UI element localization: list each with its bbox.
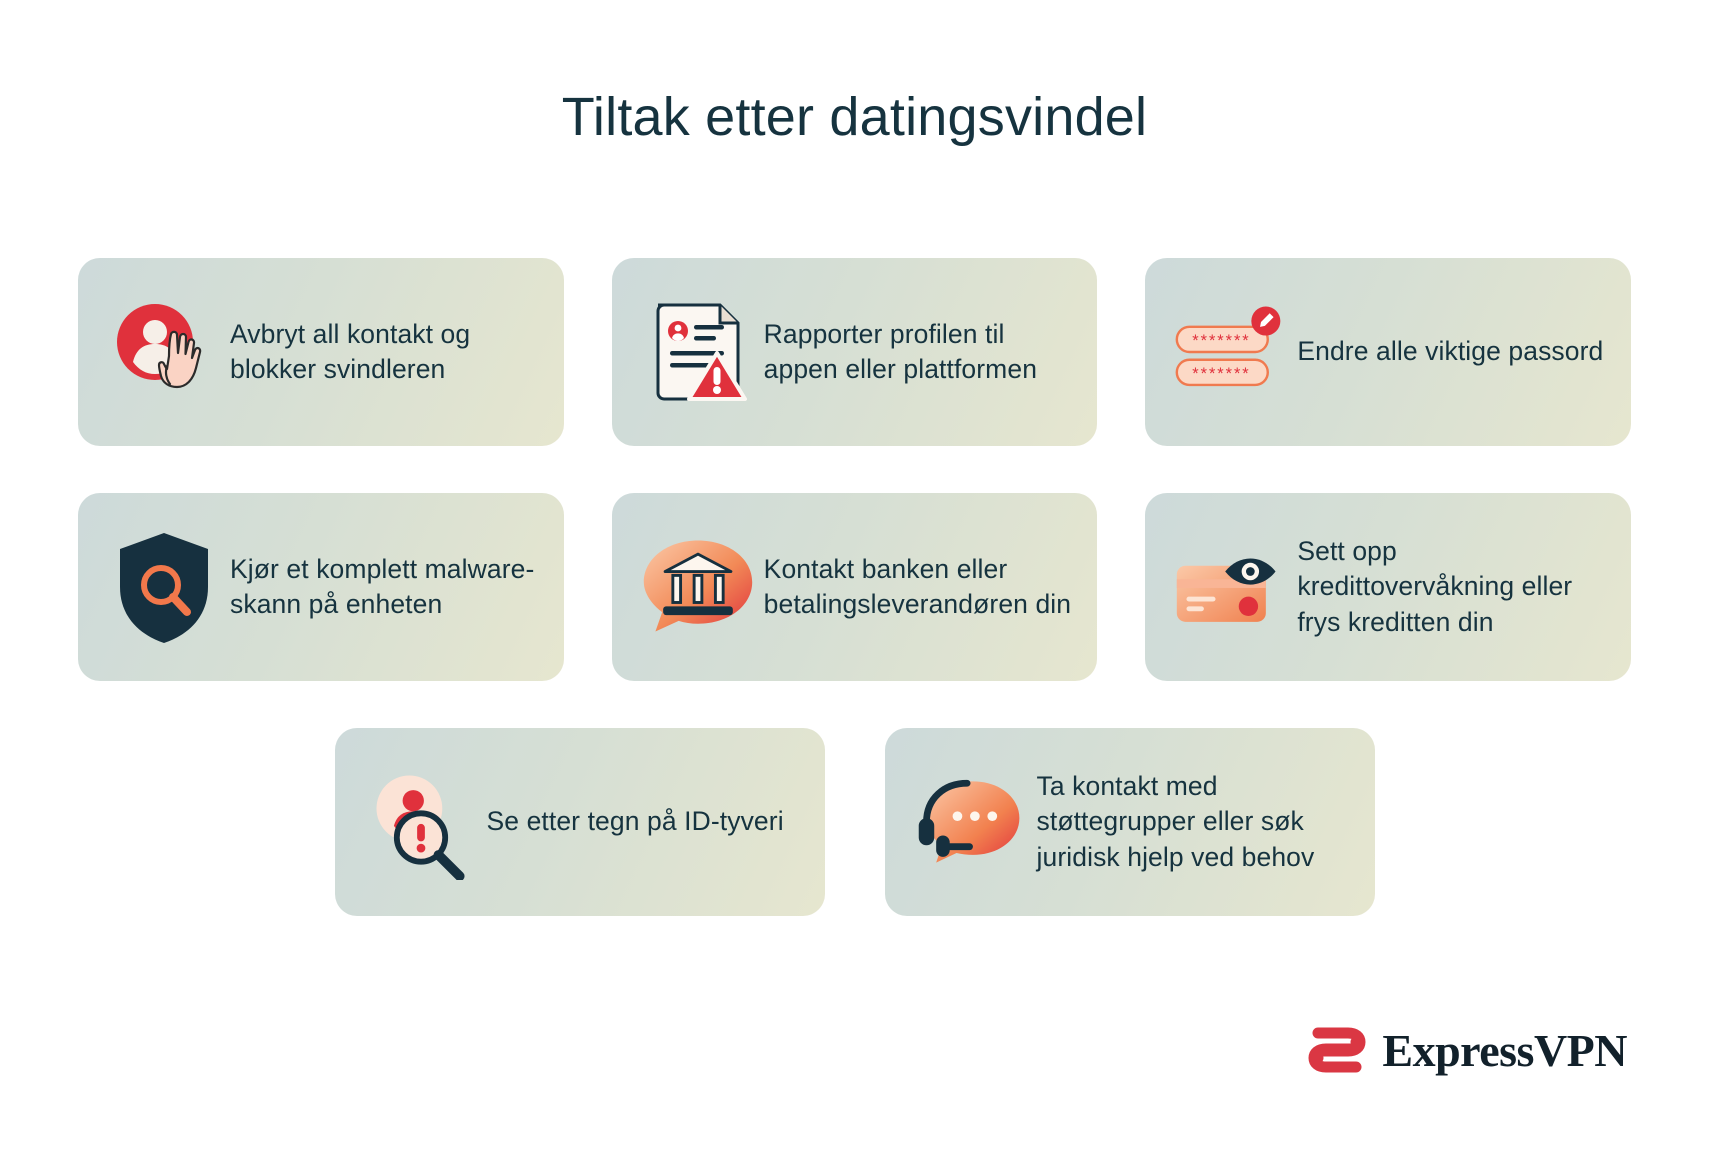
tip-card-label: Avbryt all kontakt og blokker svindleren (230, 318, 471, 384)
tip-card-label: Kontakt banken eller betalingsleverandøren din (763, 553, 1072, 619)
svg-text:*******: ******* (1192, 365, 1251, 384)
page-title: Tiltak etter datingsvindel (561, 87, 1148, 147)
password-fields-edit-icon (1171, 292, 1291, 412)
expressvpn-logo-icon (1304, 1017, 1370, 1083)
bank-chat-bubble-icon (638, 527, 758, 647)
tip-card-label: Rapporter profilen til appen eller plattformen (763, 318, 1038, 384)
support-headset-chat-icon (911, 762, 1031, 882)
tips-grid (78, 258, 1631, 963)
tip-card-block-scammer (78, 258, 564, 446)
tip-card-malware-scan (78, 493, 564, 681)
tip-card-credit-monitoring (1145, 493, 1631, 681)
tip-card-label: Se etter tegn på ID-tyveri (486, 806, 784, 837)
tip-card-label: Endre alle viktige passord (1297, 336, 1604, 367)
brand-name: ExpressVPN (1382, 1024, 1627, 1076)
svg-text:*******: ******* (1192, 332, 1251, 351)
tip-card-report-profile (612, 258, 1098, 446)
tip-card-label: Sett opp kredittovervåkning eller frys kreditten din (1297, 536, 1573, 637)
tip-card-change-passwords (1145, 258, 1631, 446)
tips-row-2 (78, 493, 1631, 681)
report-document-warning-icon (638, 292, 758, 412)
tip-card-label: Ta kontakt med støttegrupper eller søk juridisk hjelp ved behov (1036, 771, 1315, 872)
tip-card-contact-bank (612, 493, 1098, 681)
credit-card-eye-icon (1171, 527, 1291, 647)
tip-card-label: Kjør et komplett malware-skann på enheten (230, 553, 535, 619)
tips-row-3 (78, 728, 1631, 916)
tip-card-identity-theft (335, 728, 825, 916)
shield-malware-scan-icon (104, 527, 224, 647)
tip-card-support-groups (885, 728, 1375, 916)
identity-theft-magnifier-icon (361, 762, 481, 882)
tips-row-1 (78, 258, 1631, 446)
blocked-user-hand-icon (104, 292, 224, 412)
brand-logo (1304, 1017, 1627, 1083)
